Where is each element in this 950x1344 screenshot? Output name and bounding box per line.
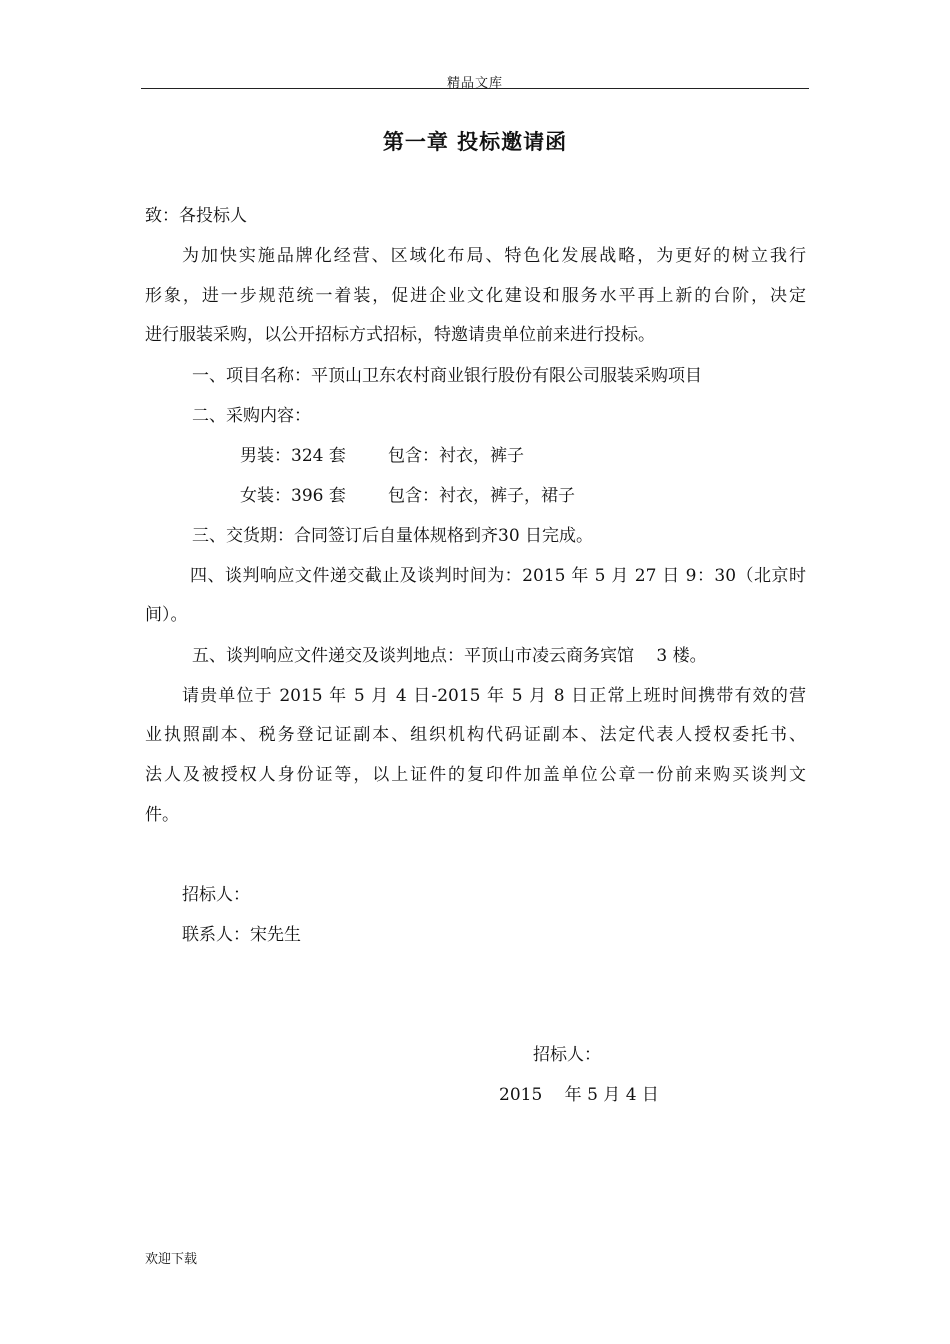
men-includes: 包含：衬衣，裤子	[388, 446, 524, 466]
men-quantity: 男装：324 套	[240, 446, 346, 466]
intro-line-3: 进行服装采购，以公开招标方式招标，特邀请贵单位前来进行投标。	[145, 325, 655, 345]
page-header: 精品文库	[446, 76, 503, 91]
request-line-2: 业执照副本、税务登记证副本、组织机构代码证副本、法定代表人授权委托书、	[145, 725, 806, 745]
item-deadline-line-1: 四、谈判响应文件递交截止及谈判时间为：2015 年 5 月 27 日 9：30（北京时	[190, 566, 806, 586]
item-content-heading: 二、采购内容：	[192, 406, 311, 426]
signature-tenderer: 招标人：	[533, 1045, 601, 1065]
request-line-4: 件。	[145, 805, 179, 825]
signature-date: 2015 年 5 月 4 日	[499, 1085, 659, 1105]
women-quantity: 女装：396 套	[240, 486, 346, 506]
item-deadline-line-2: 间）。	[145, 605, 188, 625]
item-delivery: 三、交货期：合同签订后自量体规格到齐30 日完成。	[192, 526, 594, 546]
women-includes: 包含：衬衣，裤子，裙子	[388, 486, 575, 506]
request-line-3: 法人及被授权人身份证等，以上证件的复印件加盖单位公章一份前来购买谈判文	[145, 765, 806, 785]
request-line-1: 请贵单位于 2015 年 5 月 4 日-2015 年 5 月 8 日正常上班时间携带有效的营	[182, 686, 806, 706]
contact-tenderer: 招标人：	[182, 885, 250, 905]
header-divider	[141, 88, 809, 89]
salutation: 致：各投标人	[145, 206, 247, 226]
document-title: 第一章 投标邀请函	[382, 130, 568, 154]
item-location: 五、谈判响应文件递交及谈判地点：平顶山市凌云商务宾馆 3 楼。	[192, 646, 707, 666]
page-footer: 欢迎下载	[145, 1252, 198, 1267]
item-project-name: 一、项目名称：平顶山卫东农村商业银行股份有限公司服装采购项目	[192, 366, 702, 386]
intro-line-2: 形象，进一步规范统一着装，促进企业文化建设和服务水平再上新的台阶，决定	[145, 286, 806, 306]
contact-person: 联系人：宋先生	[182, 925, 301, 945]
intro-line-1: 为加快实施品牌化经营、区域化布局、特色化发展战略，为更好的树立我行	[182, 246, 806, 266]
